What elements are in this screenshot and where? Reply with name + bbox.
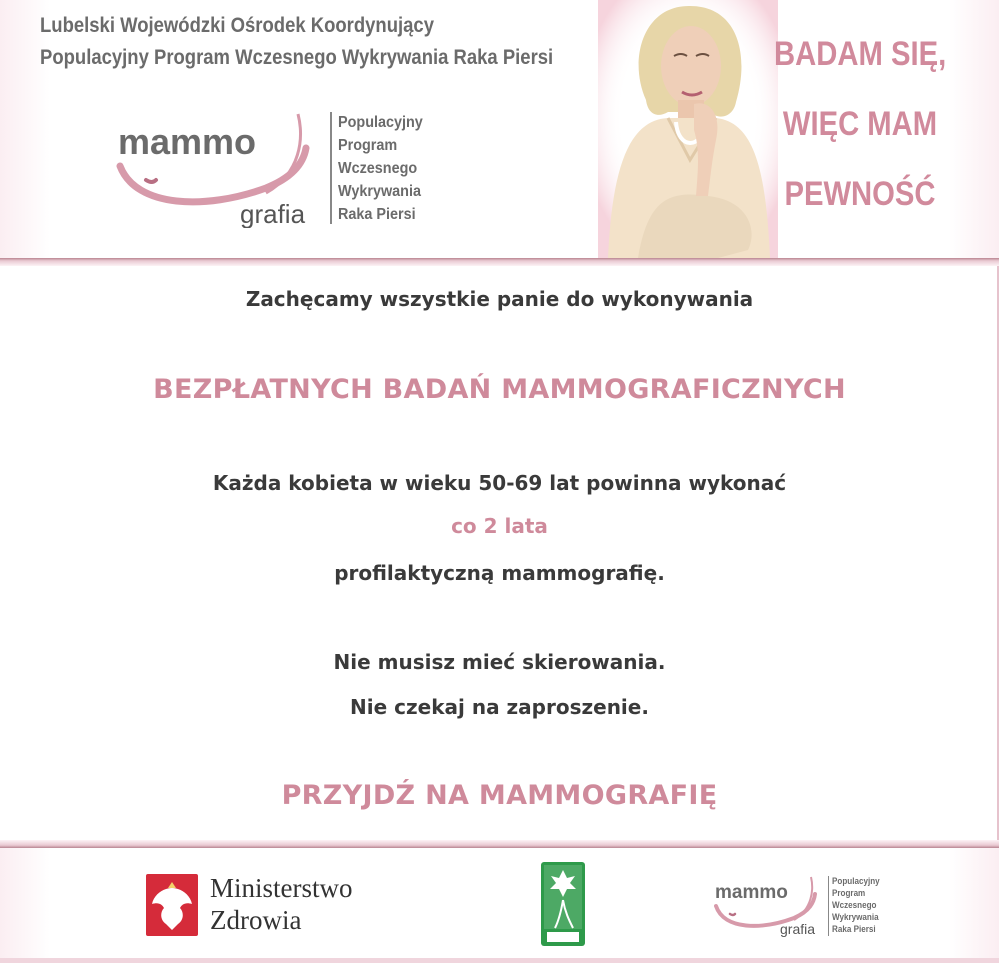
header-divider	[0, 258, 999, 266]
headline: BEZPŁATNYCH BADAŃ MAMMOGRAFICZNYCH	[153, 374, 846, 405]
organization-name-line-1: Lubelski Wojewódzki Ośrodek Koordynujący	[40, 14, 434, 37]
mammografia-logo	[116, 108, 446, 228]
logo-side-line-4: Wykrywania	[338, 182, 421, 201]
footer-divider	[0, 840, 999, 848]
ministry-of-health-name	[210, 872, 353, 936]
age-requirement-text: Każda kobieta w wieku 50-69 lat powinna wykonać	[212, 471, 787, 495]
slogan-line-2: WIĘC MAM	[782, 105, 938, 143]
ministry-line-1: Ministerstwo	[210, 873, 353, 903]
logo-word-mammo: mammo	[118, 121, 257, 162]
organization-name-line-2: Populacyjny Program Wczesnego Wykrywania Raka Piersi	[40, 46, 554, 69]
logo-side-line-1: Populacyjny	[338, 113, 423, 132]
logo-divider	[330, 112, 332, 224]
logo-dot	[146, 180, 156, 182]
organization-name	[40, 10, 553, 74]
mammografia-logo-small	[714, 874, 890, 938]
logo-small-word-grafia: grafia	[780, 921, 816, 937]
ministry-line-2: Zdrowia	[210, 905, 302, 935]
logo-small-side-line-4: Wykrywania	[832, 911, 879, 923]
no-wait-text: Nie czekaj na zaproszenie.	[350, 695, 649, 719]
logo-small-word-mammo: mammo	[715, 882, 788, 903]
interval-text: co 2 lata	[451, 514, 548, 538]
slogan-line-1: BADAM SIĘ,	[774, 35, 947, 73]
daffodil-icon	[541, 862, 585, 946]
logo-small-side-line-3: Wczesnego	[832, 899, 877, 911]
logo-small-side-line-1: Populacyjny	[832, 875, 880, 887]
no-referral-text: Nie musisz mieć skierowania.	[333, 650, 666, 674]
logo-swoosh-arc	[266, 114, 300, 193]
intro-text: Zachęcamy wszystkie panie do wykonywania	[245, 287, 754, 311]
logo-small-side-line-2: Program	[832, 887, 866, 899]
logo-word-grafia: grafia	[240, 199, 306, 228]
slogan	[774, 32, 946, 242]
woman-portrait	[598, 0, 778, 258]
logo-side-line-2: Program	[338, 136, 398, 155]
logo-small-side-line-5: Raka Piersi	[832, 923, 876, 935]
polish-eagle-icon	[146, 874, 198, 936]
call-to-action: PRZYJDŹ NA MAMMOGRAFIĘ	[281, 780, 718, 811]
logo-side-line-3: Wczesnego	[338, 159, 418, 178]
logo-side-line-5: Raka Piersi	[338, 205, 416, 224]
slogan-line-3: PEWNOŚĆ	[784, 175, 936, 213]
bottom-band	[0, 958, 999, 963]
exam-text: profilaktyczną mammografię.	[334, 561, 665, 585]
